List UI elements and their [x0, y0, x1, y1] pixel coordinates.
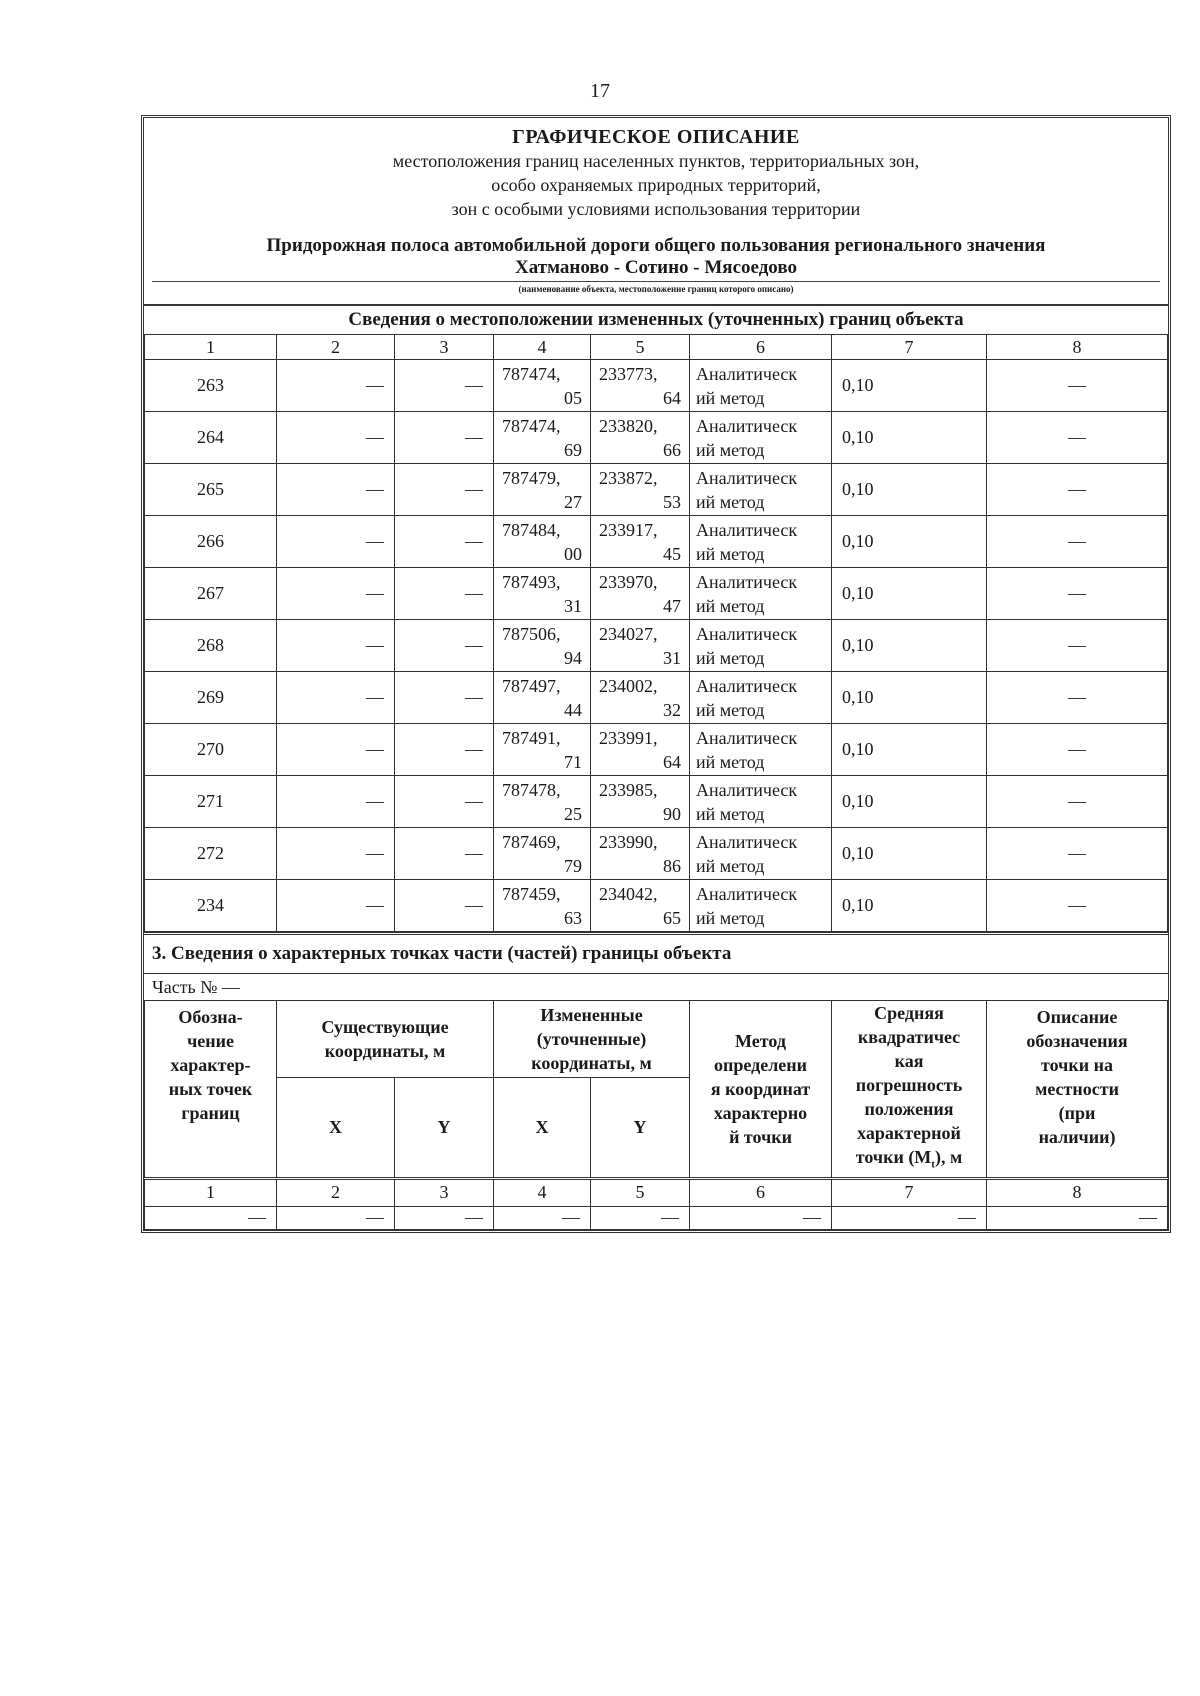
method: Аналитическ ий метод — [690, 724, 832, 776]
column-number: 3 — [395, 335, 494, 360]
dash-cell: — — [690, 1206, 832, 1229]
existing-y: — — [395, 776, 494, 828]
subtitle-line-1: местоположения границ населенных пунктов, территориальных зон, — [392, 151, 920, 171]
changed-y: 233917, 45 — [591, 516, 690, 568]
column-number: 5 — [591, 1178, 690, 1206]
existing-x: — — [277, 412, 395, 464]
method: Аналитическ ий метод — [690, 516, 832, 568]
dash-cell: — — [987, 1206, 1168, 1229]
point-description: — — [987, 828, 1168, 880]
point-number: 263 — [145, 360, 277, 412]
changed-x: 787474, 69 — [494, 412, 591, 464]
changed-x: 787497, 44 — [494, 672, 591, 724]
table-row — [145, 412, 1168, 464]
method: Аналитическ ий метод — [690, 620, 832, 672]
changed-x: 787474, 05 — [494, 360, 591, 412]
changed-x: 787459, 63 — [494, 880, 591, 932]
changed-x: 787491, 71 — [494, 724, 591, 776]
dash-cell: — — [277, 1206, 395, 1229]
method: Аналитическ ий метод — [690, 776, 832, 828]
header-description: Описание обозначения точки на местности (при наличии) — [987, 1001, 1168, 1179]
existing-y: — — [395, 724, 494, 776]
changed-y: 233970, 47 — [591, 568, 690, 620]
point-description: — — [987, 776, 1168, 828]
document-header — [144, 118, 1168, 294]
object-name-line-1: Придорожная полоса автомобильной дороги общего пользования регионального значения — [266, 235, 1046, 256]
changed-x: 787479, 27 — [494, 464, 591, 516]
column-number: 5 — [591, 335, 690, 360]
subtitle-line-2: особо охраняемых природных территорий, — [491, 175, 821, 195]
parts-empty-row — [145, 1206, 1168, 1229]
point-number: 265 — [145, 464, 277, 516]
changed-y: 233820, 66 — [591, 412, 690, 464]
accuracy: 0,10 — [832, 880, 987, 932]
point-description: — — [987, 620, 1168, 672]
column-number: 4 — [494, 1178, 591, 1206]
point-description: — — [987, 464, 1168, 516]
existing-x: — — [277, 672, 395, 724]
column-number: 7 — [832, 1178, 987, 1206]
header-existing-x: X — [277, 1077, 395, 1178]
point-description: — — [987, 880, 1168, 932]
point-description: — — [987, 672, 1168, 724]
table-row — [145, 568, 1168, 620]
accuracy: 0,10 — [832, 776, 987, 828]
existing-x: — — [277, 568, 395, 620]
point-number: 267 — [145, 568, 277, 620]
changed-x: 787484, 00 — [494, 516, 591, 568]
existing-y: — — [395, 620, 494, 672]
existing-x: — — [277, 620, 395, 672]
existing-x: — — [277, 724, 395, 776]
existing-y: — — [395, 568, 494, 620]
changed-boundaries-table — [144, 334, 1168, 932]
column-number: 1 — [145, 335, 277, 360]
table-row — [145, 516, 1168, 568]
existing-y: — — [395, 464, 494, 516]
dash-cell: — — [832, 1206, 987, 1229]
dash-cell: — — [395, 1206, 494, 1229]
method: Аналитическ ий метод — [690, 360, 832, 412]
existing-y: — — [395, 360, 494, 412]
point-number: 264 — [145, 412, 277, 464]
changed-x: 787469, 79 — [494, 828, 591, 880]
dash-cell: — — [145, 1206, 277, 1229]
table-row — [145, 672, 1168, 724]
point-number: 272 — [145, 828, 277, 880]
dash-cell: — — [591, 1206, 690, 1229]
header-accuracy: Средняя квадратичес кая погрешность положения характерной точки $(M_t)$, м — [832, 1001, 987, 1179]
part-number-label: Часть № — — [144, 973, 1168, 1000]
graphic-description-frame — [141, 115, 1171, 1233]
existing-y: — — [395, 672, 494, 724]
point-description: — — [987, 412, 1168, 464]
changed-y: 233991, 64 — [591, 724, 690, 776]
header-changed-y: Y — [591, 1077, 690, 1178]
existing-x: — — [277, 360, 395, 412]
existing-x: — — [277, 828, 395, 880]
table-row — [145, 464, 1168, 516]
page-number: 17 — [590, 80, 610, 102]
point-description: — — [987, 516, 1168, 568]
method: Аналитическ ий метод — [690, 672, 832, 724]
point-number: 234 — [145, 880, 277, 932]
existing-x: — — [277, 776, 395, 828]
changed-x: 787493, 31 — [494, 568, 591, 620]
column-number: 6 — [690, 335, 832, 360]
changed-x: 787506, 94 — [494, 620, 591, 672]
method: Аналитическ ий метод — [690, 464, 832, 516]
parts-table — [144, 1000, 1168, 1230]
point-number: 269 — [145, 672, 277, 724]
accuracy: 0,10 — [832, 360, 987, 412]
existing-x: — — [277, 464, 395, 516]
existing-y: — — [395, 412, 494, 464]
column-number: 8 — [987, 1178, 1168, 1206]
existing-y: — — [395, 516, 494, 568]
document-title: ГРАФИЧЕСКОЕ ОПИСАНИЕ — [512, 126, 800, 148]
changed-y: 233872, 53 — [591, 464, 690, 516]
accuracy: 0,10 — [832, 412, 987, 464]
object-caption: (наименование объекта, местоположение границ которого описано) — [518, 284, 794, 294]
changed-y: 234027, 31 — [591, 620, 690, 672]
changed-y: 233773, 64 — [591, 360, 690, 412]
method: Аналитическ ий метод — [690, 880, 832, 932]
point-description: — — [987, 568, 1168, 620]
method: Аналитическ ий метод — [690, 412, 832, 464]
existing-x: — — [277, 516, 395, 568]
subtitle-line-3: зон с особыми условиями использования территории — [451, 199, 861, 219]
column-number: 6 — [690, 1178, 832, 1206]
header-method: Метод определени я координат характерно й точки — [690, 1001, 832, 1179]
accuracy: 0,10 — [832, 672, 987, 724]
column-number: 8 — [987, 335, 1168, 360]
point-number: 266 — [145, 516, 277, 568]
point-number: 270 — [145, 724, 277, 776]
header-designation: Обозна- чение характер- ных точек границ — [145, 1001, 277, 1179]
accuracy: 0,10 — [832, 516, 987, 568]
point-number: 268 — [145, 620, 277, 672]
column-number: 1 — [145, 1178, 277, 1206]
object-name-line-2: Хатманово - Сотино - Мясоедово — [515, 257, 797, 278]
table-row — [145, 828, 1168, 880]
table-row — [145, 776, 1168, 828]
changed-boundaries-title: Сведения о местоположении измененных (уточненных) границ объекта — [144, 304, 1168, 334]
method: Аналитическ ий метод — [690, 828, 832, 880]
header-existing-coordinates: Существующие координаты, м — [277, 1001, 494, 1078]
point-description: — — [987, 724, 1168, 776]
table-row — [145, 724, 1168, 776]
existing-y: — — [395, 828, 494, 880]
point-description: — — [987, 360, 1168, 412]
header-changed-coordinates: Измененные (уточненные) координаты, м — [494, 1001, 690, 1078]
table-row — [145, 360, 1168, 412]
accuracy: 0,10 — [832, 620, 987, 672]
point-number: 271 — [145, 776, 277, 828]
changed-y: 234042, 65 — [591, 880, 690, 932]
column-number: 7 — [832, 335, 987, 360]
column-number: 4 — [494, 335, 591, 360]
column-number: 2 — [277, 1178, 395, 1206]
method: Аналитическ ий метод — [690, 568, 832, 620]
dash-cell: — — [494, 1206, 591, 1229]
changed-x: 787478, 25 — [494, 776, 591, 828]
parts-section-title: 3. Сведения о характерных точках части (частей) границы объекта — [144, 932, 1168, 973]
accuracy: 0,10 — [832, 568, 987, 620]
accuracy: 0,10 — [832, 724, 987, 776]
column-number: 2 — [277, 335, 395, 360]
table-row — [145, 620, 1168, 672]
accuracy: 0,10 — [832, 828, 987, 880]
header-changed-x: X — [494, 1077, 591, 1178]
existing-y: — — [395, 880, 494, 932]
table-row — [145, 880, 1168, 932]
column-number-row — [145, 335, 1168, 360]
existing-x: — — [277, 880, 395, 932]
changed-y: 233990, 86 — [591, 828, 690, 880]
parts-column-number-row — [145, 1178, 1168, 1206]
accuracy: 0,10 — [832, 464, 987, 516]
changed-y: 233985, 90 — [591, 776, 690, 828]
changed-y: 234002, 32 — [591, 672, 690, 724]
header-existing-y: Y — [395, 1077, 494, 1178]
parts-header-row-1 — [145, 1001, 1168, 1078]
column-number: 3 — [395, 1178, 494, 1206]
object-name-underline — [152, 281, 1160, 282]
